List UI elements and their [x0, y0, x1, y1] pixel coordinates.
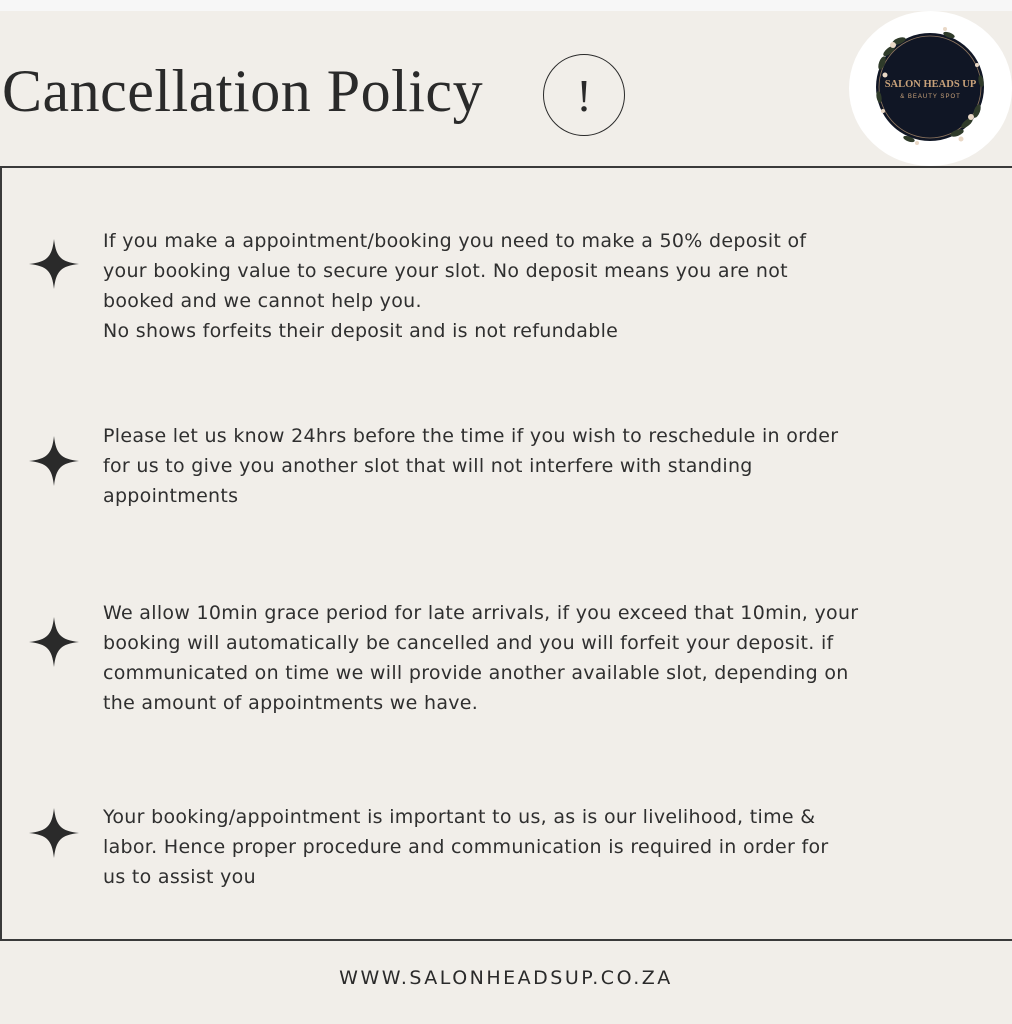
- policy-box: [0, 166, 1012, 941]
- policy-text: We allow 10min grace period for late arrivals, if you exceed that 10min, your booking will automatically be cancelled and you will forfeit your deposit. if communicated on time we will provide another available slot, depending on the amount of appointments we have.: [103, 602, 859, 714]
- sparkle-icon: [27, 806, 81, 860]
- sparkle-icon: [27, 434, 81, 488]
- alert-icon: [543, 54, 625, 136]
- sparkle-icon: [27, 237, 81, 291]
- policy-text: Your booking/appointment is important to us, as is our livelihood, time & labor. Hence proper procedure and communication is required in order for us to assist you: [103, 806, 829, 888]
- policy-text: If you make a appointment/booking you need to make a 50% deposit of your booking value to secure your slot. No deposit means you are not booked and we cannot help you. No shows forfeits their deposit and is not refundable: [103, 230, 807, 342]
- logo-name: SALON HEADS UP: [884, 79, 977, 90]
- page-title: Cancellation Policy: [2, 58, 484, 124]
- sparkle-icon: [27, 615, 81, 669]
- policy-text: Please let us know 24hrs before the time if you wish to reschedule in order for us to give you another slot that will not interfere with standing appointments: [103, 425, 839, 507]
- alert-symbol: !: [576, 69, 592, 121]
- salon-logo: [849, 11, 1012, 166]
- website-link[interactable]: WWW.SALONHEADSUP.CO.ZA: [339, 967, 673, 989]
- top-strip: [0, 0, 1012, 11]
- logo-subtitle: & BEAUTY SPOT: [900, 94, 961, 100]
